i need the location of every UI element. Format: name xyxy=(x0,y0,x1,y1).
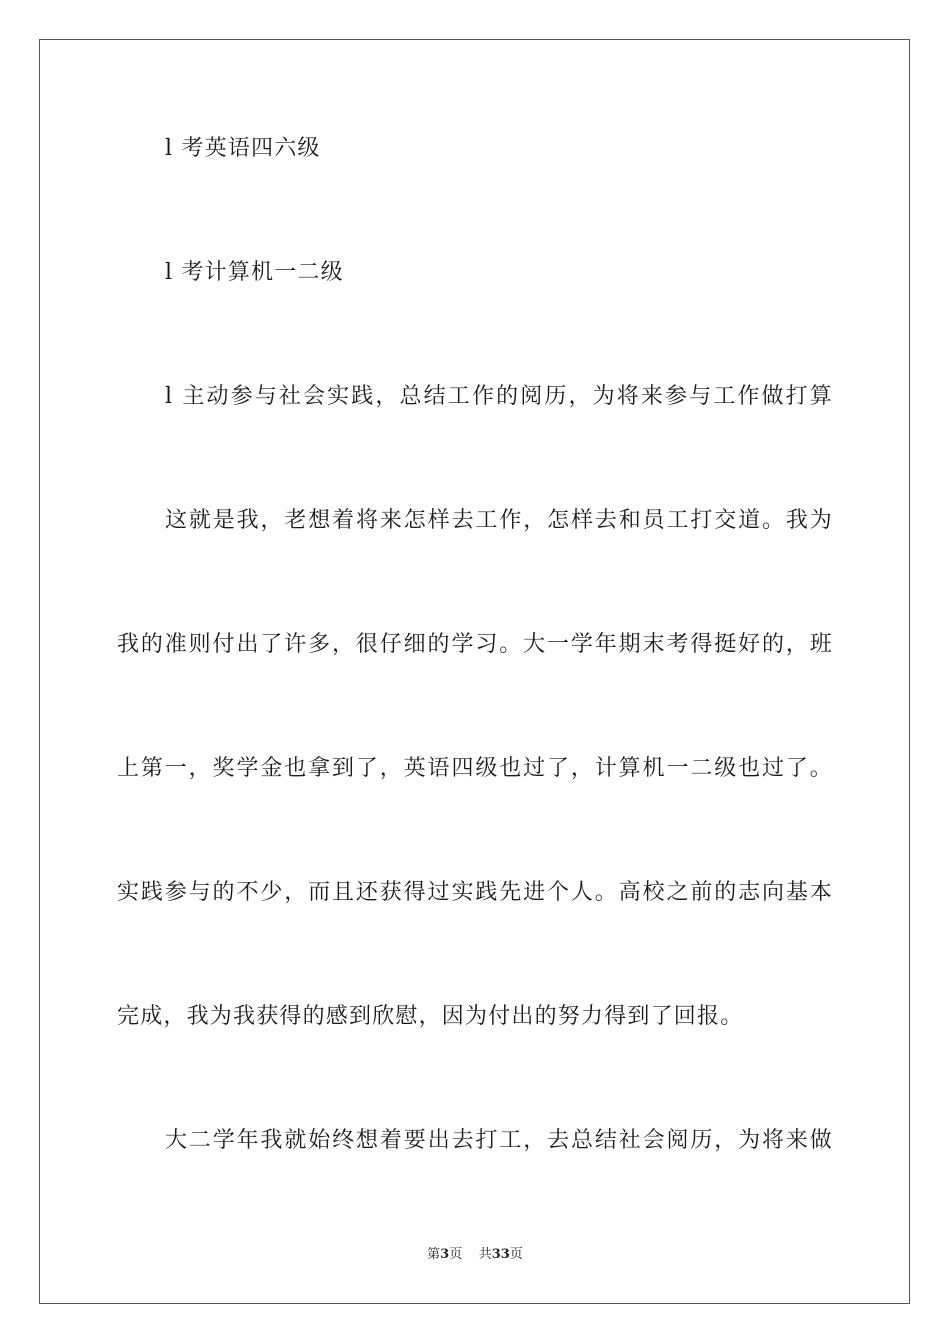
total-suffix: 页 xyxy=(509,1247,523,1262)
paragraph-line: 我的准则付出了许多，很仔细的学习。大一学年期末考得挺好的，班 xyxy=(117,632,833,657)
bullet-item-english-exam: l 考英语四六级 xyxy=(165,136,321,161)
paragraph-line: 实践参与的不少，而且还获得过实践先进个人。高校之前的志向基本 xyxy=(117,880,833,905)
paragraph-line: 完成，我为我获得的感到欣慰，因为付出的努力得到了回报。 xyxy=(117,1004,744,1029)
paragraph-line: 大二学年我就始终想着要出去打工，去总结社会阅历，为将来做 xyxy=(165,1128,833,1153)
total-prefix: 共 xyxy=(478,1247,492,1262)
bullet-item-social-practice: l 主动参与社会实践，总结工作的阅历，为将来参与工作做打算 xyxy=(165,384,833,409)
paragraph-line: 这就是我，老想着将来怎样去工作，怎样去和员工打交道。我为 xyxy=(165,508,833,533)
page-border xyxy=(39,39,910,1304)
total-pages: 33 xyxy=(491,1247,510,1262)
page-footer xyxy=(0,1246,950,1264)
bullet-item-computer-exam: l 考计算机一二级 xyxy=(165,260,344,285)
page-prefix: 第 xyxy=(427,1247,441,1262)
page-suffix: 页 xyxy=(449,1247,463,1262)
page-number: 3 xyxy=(440,1247,450,1262)
paragraph-line: 上第一，奖学金也拿到了，英语四级也过了，计算机一二级也过了。 xyxy=(117,756,833,781)
